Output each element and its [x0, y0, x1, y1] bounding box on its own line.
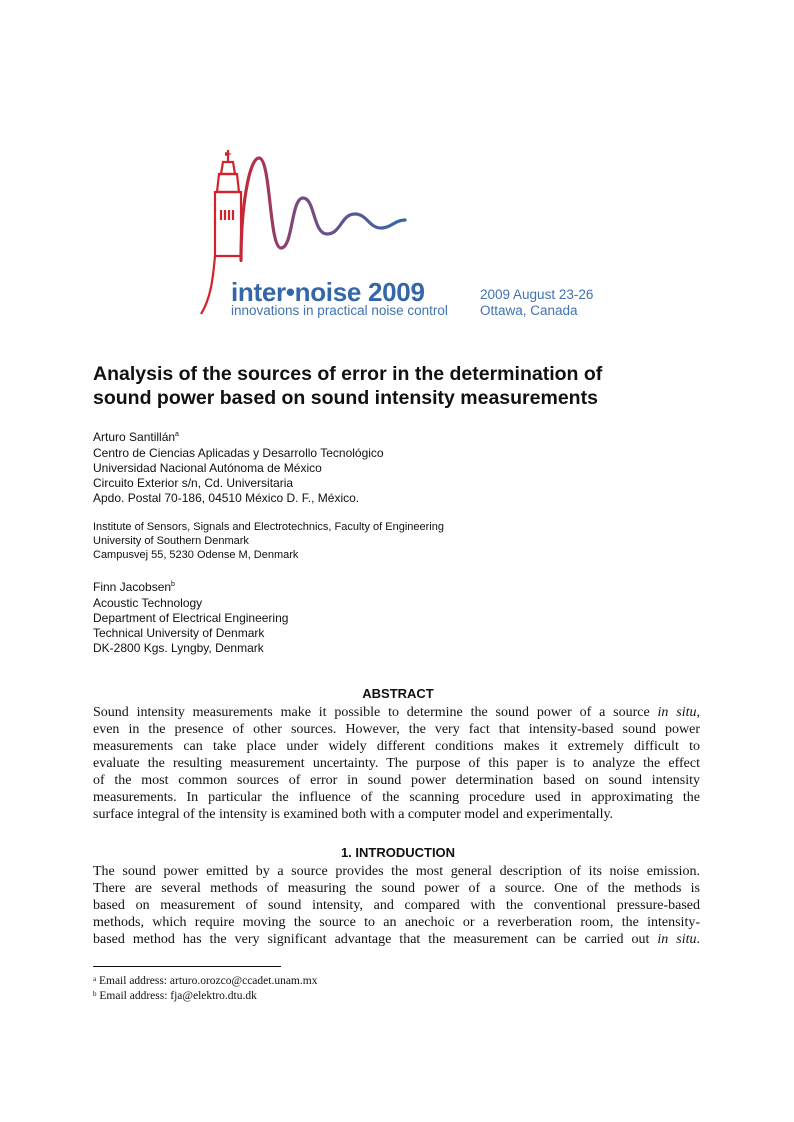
author-1-name-text: Arturo Santillán [93, 430, 176, 444]
paper-title [93, 362, 703, 410]
affiliation-line: Circuito Exterior s/n, Cd. Universitaria [93, 476, 294, 490]
abstract-heading: ABSTRACT [362, 686, 434, 701]
intro-line-text: based method has the very significant advantage that the measurement can be carried out [93, 932, 658, 947]
footnote-divider [93, 966, 281, 967]
affiliation-line: Campusvej 55, 5230 Odense M, Denmark [93, 549, 299, 561]
intro-line: methods, which require moving the source to an anechoic or a reverberation room, the intensity- [93, 915, 700, 930]
intro-line-end: . [696, 932, 700, 947]
author-2-name [93, 580, 175, 595]
author-1-affiliation [93, 446, 384, 506]
abstract-line: measurements. In particular the influence of the scanning procedure used in approximating the [93, 790, 700, 805]
event-date: 2009 August 23-26 [480, 287, 594, 302]
intro-italic: in situ [657, 932, 697, 947]
affiliation-line: Centro de Ciencias Aplicadas y Desarrollo Tecnológico [93, 446, 384, 460]
abstract-line-end: , [696, 705, 700, 720]
abstract-line-text: Sound intensity measurements make it possible to determine the sound power of a source [93, 705, 658, 720]
author-1-name [93, 430, 179, 445]
affiliation-line: Department of Electrical Engineering [93, 611, 289, 625]
affiliation-line: Universidad Nacional Autónoma de México [93, 461, 322, 475]
footnote-b [93, 989, 257, 1003]
conference-tagline: innovations in practical noise control [231, 303, 448, 318]
abstract-line [93, 704, 700, 721]
intro-line: There are several methods of measuring the sound power of a source. One of the methods is [93, 881, 700, 896]
event-location: Ottawa, Canada [480, 303, 578, 318]
abstract-line: even in the presence of other sources. However, the very fact that intensity-based sound power [93, 722, 700, 737]
footnote-text: Email address: fja@elektro.dtu.dk [99, 990, 257, 1002]
introduction-heading: 1. INTRODUCTION [340, 845, 456, 860]
title-line-1: Analysis of the sources of error in the determination of [93, 363, 603, 385]
sound-wave-icon [241, 158, 405, 260]
intro-line [93, 931, 700, 948]
affiliation-line: Apdo. Postal 70-186, 04510 México D. F., México. [93, 491, 360, 505]
intro-line: The sound power emitted by a source provides the most general description of its noise emission. [93, 864, 700, 879]
footnote-mark: a [93, 975, 97, 983]
author-2-footnote-mark: b [171, 581, 175, 588]
author-1-footnote-mark: a [175, 431, 179, 438]
affiliation-line: Institute of Sensors, Signals and Electrotechnics, Faculty of Engineering [93, 521, 444, 533]
conference-brand: inter•noise 2009 [231, 277, 425, 307]
affiliation-line: Acoustic Technology [93, 596, 203, 610]
author-1-affiliation-2 [93, 520, 444, 562]
abstract-line: of the most common sources of error in sound power determination based on sound intensity [93, 773, 700, 788]
abstract-line: measurements can take place under widely different conditions makes it extremely difficult to [93, 739, 700, 754]
abstract-line: evaluate the resulting measurement uncertainty. The purpose of this paper is to analyze the effect [93, 756, 700, 771]
introduction-body [93, 863, 700, 948]
author-2-affiliation [93, 596, 288, 656]
affiliation-line: DK-2800 Kgs. Lyngby, Denmark [93, 641, 264, 655]
abstract-line: surface integral of the intensity is examined both with a computer model and experimentally. [93, 807, 614, 822]
author-2-name-text: Finn Jacobsen [93, 580, 172, 594]
abstract-italic: in situ [657, 705, 697, 720]
affiliation-line: Technical University of Denmark [93, 626, 265, 640]
title-line-2: sound power based on sound intensity measurements [93, 387, 598, 409]
abstract-body [93, 704, 700, 823]
footnote-text: Email address: arturo.orozco@ccadet.unam.mx [98, 975, 318, 987]
footnote-mark: b [93, 990, 97, 998]
footnote-a [93, 974, 317, 988]
affiliation-line: University of Southern Denmark [93, 535, 249, 547]
intro-line: based on measurement of sound intensity, and compared with the conventional pressure-based [93, 898, 700, 913]
